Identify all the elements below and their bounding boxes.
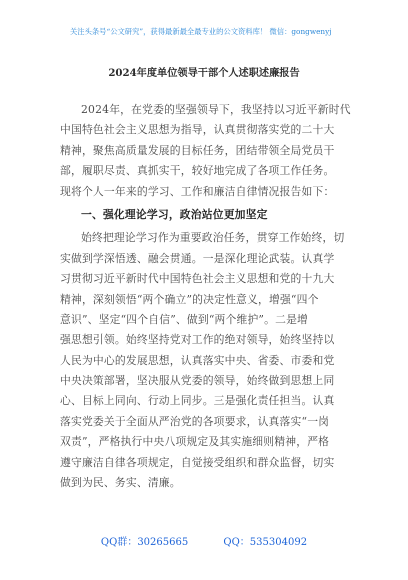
- qq-number: QQ：535304092: [223, 537, 308, 548]
- section-heading: 一、强化理论学习，政治站位更加坚定: [81, 207, 268, 221]
- paragraph-line: 遵守廉洁自律各项规定，自觉接受组织和群众监督，切实: [60, 455, 335, 469]
- paragraph-line: 实做到学深悟透、融会贯通。一是深化理论武装。认真学: [60, 251, 335, 265]
- intro-line: 现将个人一年来的学习、工作和廉洁自律情况报告如下：: [60, 184, 335, 198]
- paragraph-line: 双责”，严格执行中央八项规定及其实施细则精神，严格: [60, 435, 330, 449]
- paragraph-line: 心、目标上同向、行动上同步。三是强化责任担当。认真: [60, 394, 335, 408]
- paragraph-line: 做到为民、务实、清廉。: [60, 476, 181, 490]
- intro-line: 精神，聚焦高质量发展的目标任务，团结带领全局党员干: [60, 143, 335, 157]
- paragraph-line: 强思想引领。始终坚持党对工作的绝对领导，始终坚持以: [60, 333, 335, 347]
- header-note: 关注头条号“公文研究”，获得最新最全最专业的公文资料库！ 微信：gongwenyj: [70, 27, 332, 36]
- paragraph-line: 意识”、坚定“四个自信”、做到“两个维护”。二是增: [60, 312, 309, 326]
- paragraph-line: 习贯彻习近平新时代中国特色社会主义思想和党的十九大: [60, 272, 335, 286]
- intro-paragraph: [60, 100, 352, 202]
- document-title: 2024年度单位领导干部个人述职述廉报告: [108, 67, 300, 79]
- intro-line: 部，履职尽责、真抓实干，较好地完成了各项工作任务。: [60, 164, 335, 178]
- section-paragraph: [60, 228, 352, 493]
- paragraph-line: 始终把理论学习作为重要政治任务，贯穿工作始终，切: [81, 231, 345, 245]
- document-body: [60, 100, 352, 493]
- paragraph-line: 人民为中心的发展思想，认真落实中央、省委、市委和党: [60, 353, 335, 367]
- footer-contact: [0, 536, 408, 550]
- qq-group-number: QQ群：30265665: [100, 537, 189, 548]
- intro-line: 中国特色社会主义思想为指导，认真贯彻落实党的二十大: [60, 123, 335, 137]
- paragraph-line: 中央决策部署，坚决服从党委的领导，始终做到思想上同: [60, 374, 335, 388]
- intro-line: 2024年，在党委的坚强领导下，我坚持以习近平新时代: [81, 103, 351, 116]
- paragraph-line: 落实党委关于全面从严治党的各项要求，认真落实“一岗: [60, 414, 330, 428]
- paragraph-line: 精神，深刻领悟“两个确立”的决定性意义，增强“四个: [60, 292, 319, 306]
